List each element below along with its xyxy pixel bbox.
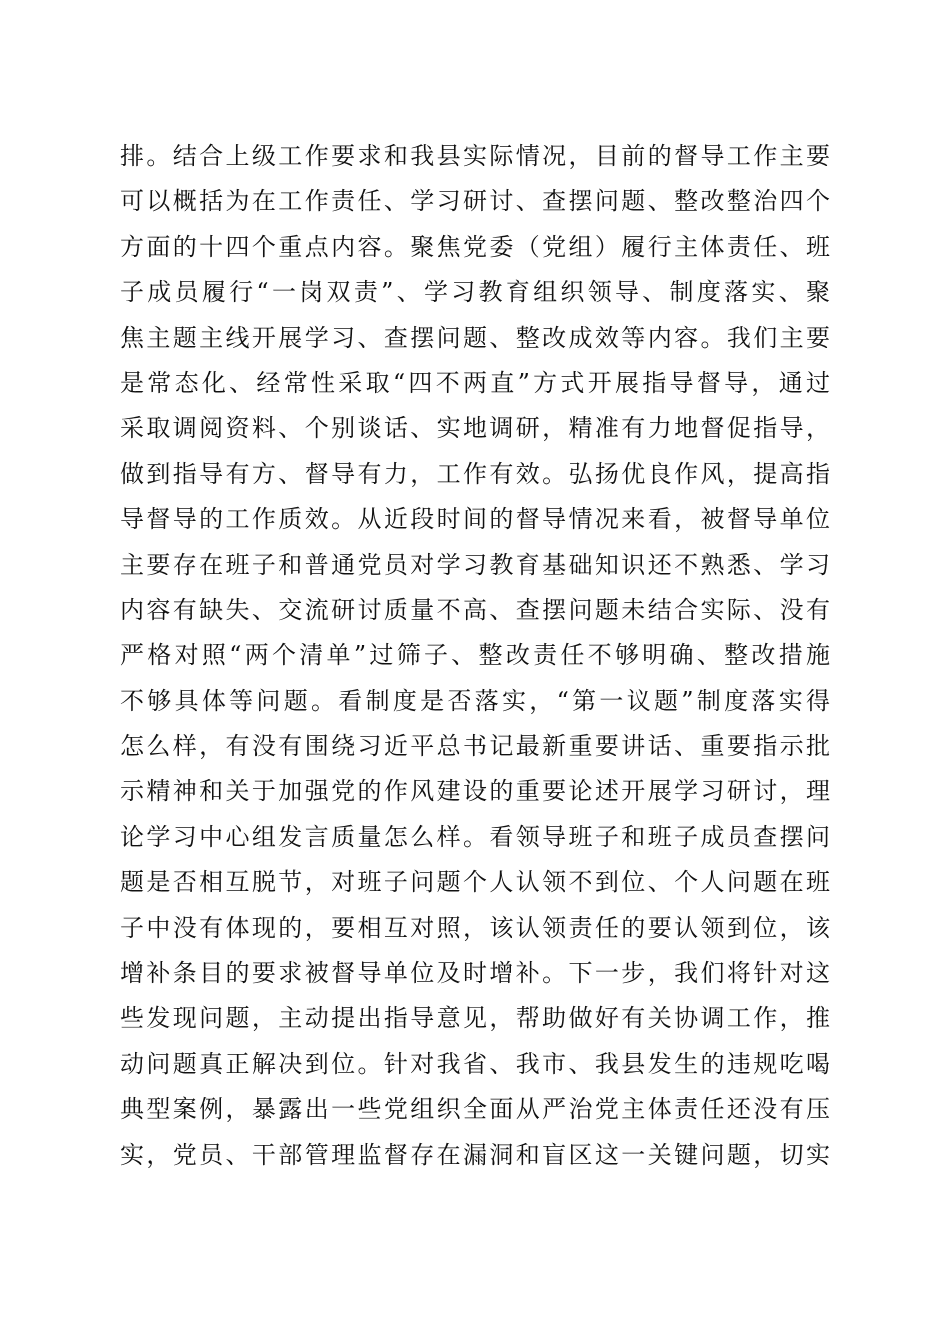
text-line: 些发现问题，主动提出指导意见，帮助做好有关协调工作，推	[120, 1004, 830, 1033]
text-line: 是常态化、经常性采取“四不两直”方式开展指导督导，通过	[120, 368, 830, 397]
text-line: 严格对照“两个清单”过筛子、整改责任不够明确、整改措施	[120, 641, 830, 670]
text-line: 子成员履行“一岗双责”、学习教育组织领导、制度落实、聚	[120, 278, 830, 307]
text-line: 示精神和关于加强党的作风建设的重要论述开展学习研讨，理	[120, 777, 830, 806]
text-line: 焦主题主线开展学习、查摆问题、整改成效等内容。我们主要	[120, 323, 830, 352]
text-line: 导督导的工作质效。从近段时间的督导情况来看，被督导单位	[120, 505, 830, 534]
text-line: 论学习中心组发言质量怎么样。看领导班子和班子成员查摆问	[120, 822, 830, 851]
text-line: 可以概括为在工作责任、学习研讨、查摆问题、整改整治四个	[120, 187, 830, 216]
text-line: 子中没有体现的，要相互对照，该认领责任的要认领到位，该	[120, 913, 830, 942]
body-text	[120, 134, 830, 1178]
text-line: 不够具体等问题。看制度是否落实，“第一议题”制度落实得	[120, 686, 830, 715]
text-line: 方面的十四个重点内容。聚焦党委（党组）履行主体责任、班	[120, 232, 830, 261]
text-line: 主要存在班子和普通党员对学习教育基础知识还不熟悉、学习	[120, 550, 830, 579]
text-line: 增补条目的要求被督导单位及时增补。下一步，我们将针对这	[120, 959, 830, 988]
text-line: 实，党员、干部管理监督存在漏洞和盲区这一关键问题，切实	[120, 1140, 830, 1169]
text-line: 题是否相互脱节，对班子问题个人认领不到位、个人问题在班	[120, 868, 830, 897]
text-line: 采取调阅资料、个别谈话、实地调研，精准有力地督促指导，	[120, 414, 830, 443]
text-line: 排。结合上级工作要求和我县实际情况，目前的督导工作主要	[120, 142, 830, 170]
text-line: 动问题真正解决到位。针对我省、我市、我县发生的违规吃喝	[120, 1049, 830, 1078]
text-line: 内容有缺失、交流研讨质量不高、查摆问题未结合实际、没有	[120, 595, 830, 624]
text-line: 怎么样，有没有围绕习近平总书记最新重要讲话、重要指示批	[120, 732, 830, 761]
text-line: 典型案例，暴露出一些党组织全面从严治党主体责任还没有压	[120, 1095, 830, 1124]
text-line: 做到指导有方、督导有力，工作有效。弘扬优良作风，提高指	[120, 459, 830, 488]
